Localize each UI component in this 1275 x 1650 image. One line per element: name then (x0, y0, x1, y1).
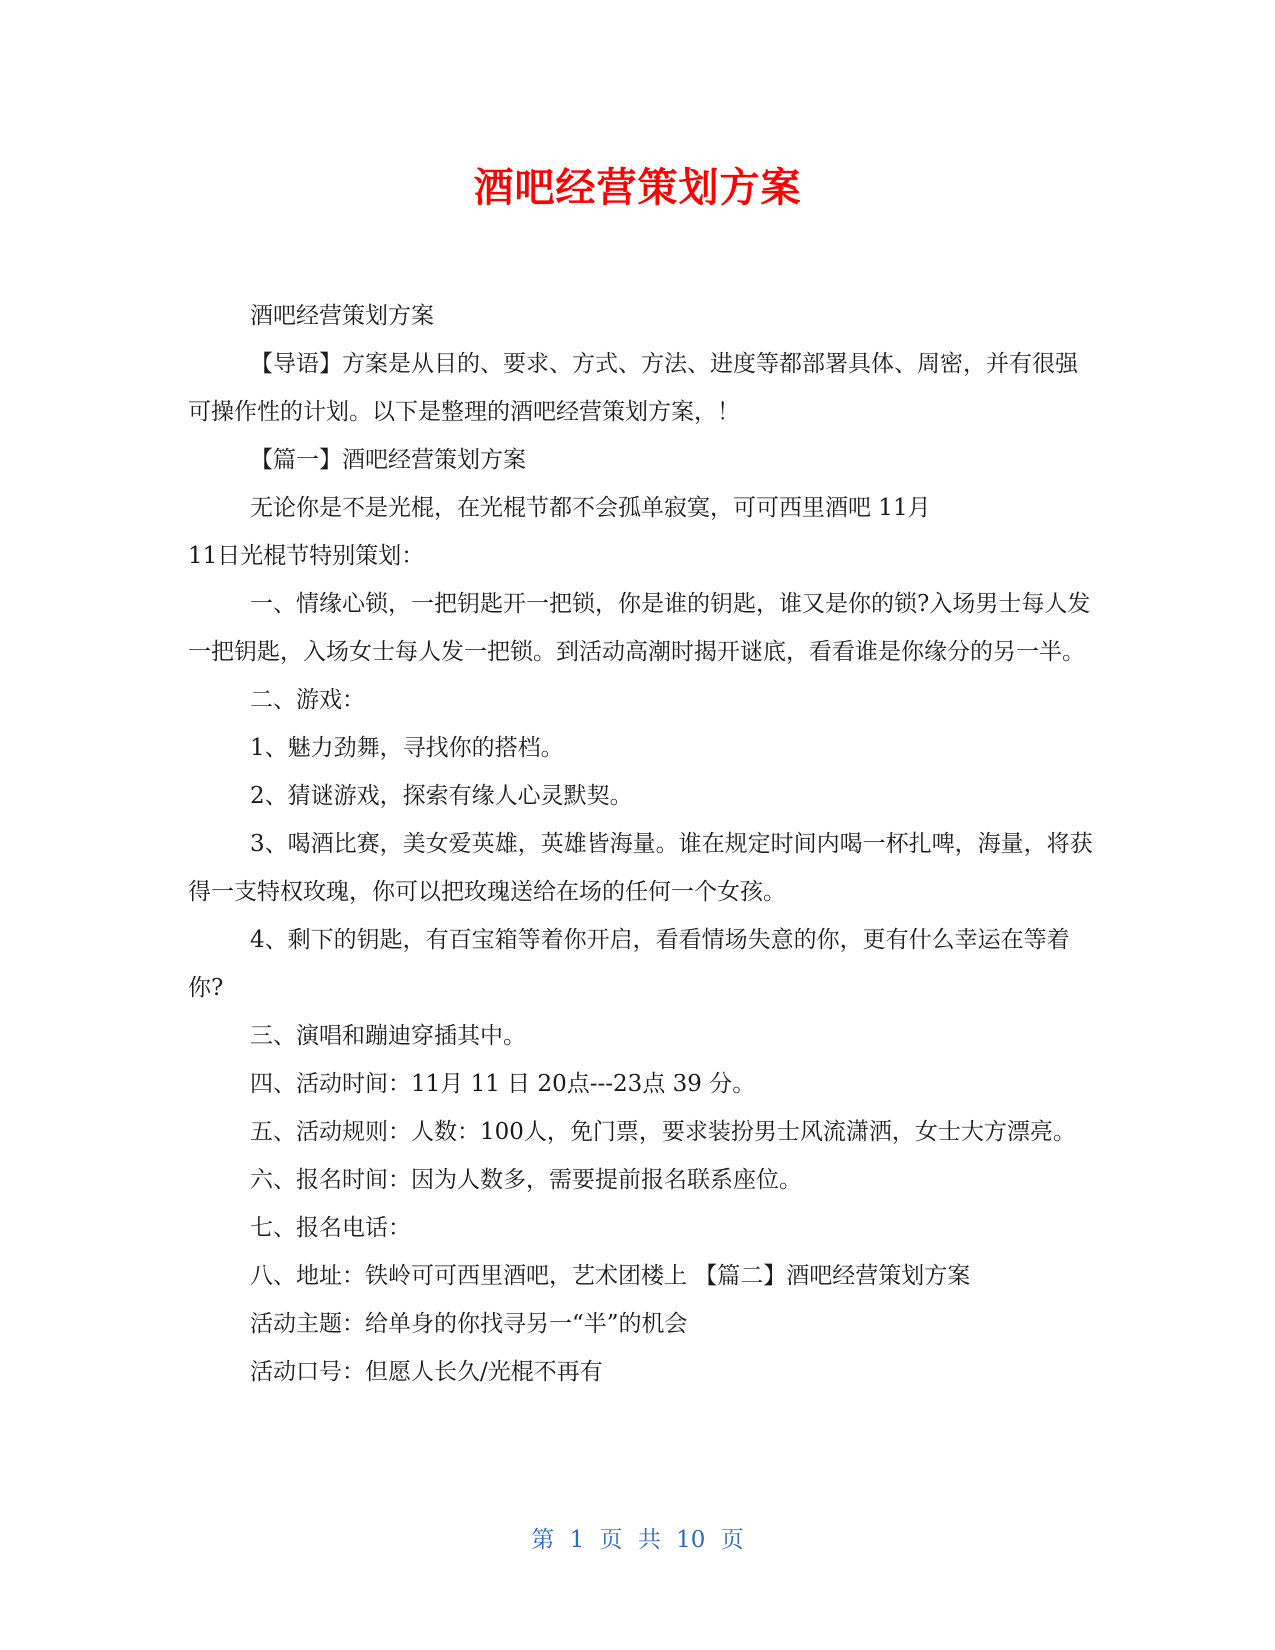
paragraph-game-4: 4、剩下的钥匙，有百宝箱等着你开启，看看情场失意的你，更有什么幸运在等着你? (188, 927, 1070, 1001)
paragraph-item-8: 八、地址：铁岭可可西里酒吧，艺术团楼上 【篇二】酒吧经营策划方案 (250, 1263, 971, 1289)
document-title: 酒吧经营策划方案 (473, 165, 802, 211)
paragraph-item-6: 六、报名时间：因为人数多，需要提前报名联系座位。 (250, 1167, 802, 1193)
paragraph-game-3: 3、喝酒比赛，美女爱英雄，英雄皆海量。谁在规定时间内喝一杯扎啤，海量，将获得一支特权玫瑰，你可以把玫瑰送给在场的任何一个女孩。 (188, 831, 1093, 905)
page-number-footer: 第 1 页 共 10 页 (531, 1527, 744, 1553)
paragraph-item-1: 一、情缘心锁，一把钥匙开一把锁，你是谁的钥匙，谁又是你的锁?入场男士每人发一把钥匙，入场女士每人发一把锁。到活动高潮时揭开谜底，看看谁是你缘分的另一半。 (188, 591, 1091, 665)
paragraph-slogan: 活动口号：但愿人长久/光棍不再有 (250, 1359, 603, 1385)
document-body (188, 292, 1093, 1396)
paragraph-section-one: 【篇一】酒吧经营策划方案 (250, 447, 526, 473)
paragraph-item-4: 四、活动时间：11月 11 日 20点---23点 39 分。 (250, 1071, 756, 1097)
paragraph-opening-cont: 11日光棍节特别策划： (188, 543, 425, 569)
paragraph-game-1: 1、魅力劲舞，寻找你的搭档。 (250, 735, 564, 761)
paragraph-opening: 无论你是不是光棍，在光棍节都不会孤单寂寞，可可西里酒吧 11月 (250, 495, 931, 521)
paragraph-intro: 【导语】方案是从目的、要求、方式、方法、进度等都部署具体、周密，并有很强可操作性的计划。以下是整理的酒吧经营策划方案，！ (188, 351, 1078, 425)
paragraph-game-2: 2、猜谜游戏，探索有缘人心灵默契。 (250, 783, 633, 809)
paragraph-heading: 酒吧经营策划方案 (250, 303, 434, 329)
paragraph-item-5: 五、活动规则：人数：100人，免门票，要求装扮男士风流潇洒，女士大方漂亮。 (250, 1119, 1076, 1145)
paragraph-item-3: 三、演唱和蹦迪穿插其中。 (250, 1023, 526, 1049)
paragraph-theme: 活动主题：给单身的你找寻另一“半”的机会 (250, 1311, 688, 1337)
paragraph-item-2: 二、游戏： (250, 687, 365, 713)
paragraph-item-7: 七、报名电话： (250, 1215, 411, 1241)
